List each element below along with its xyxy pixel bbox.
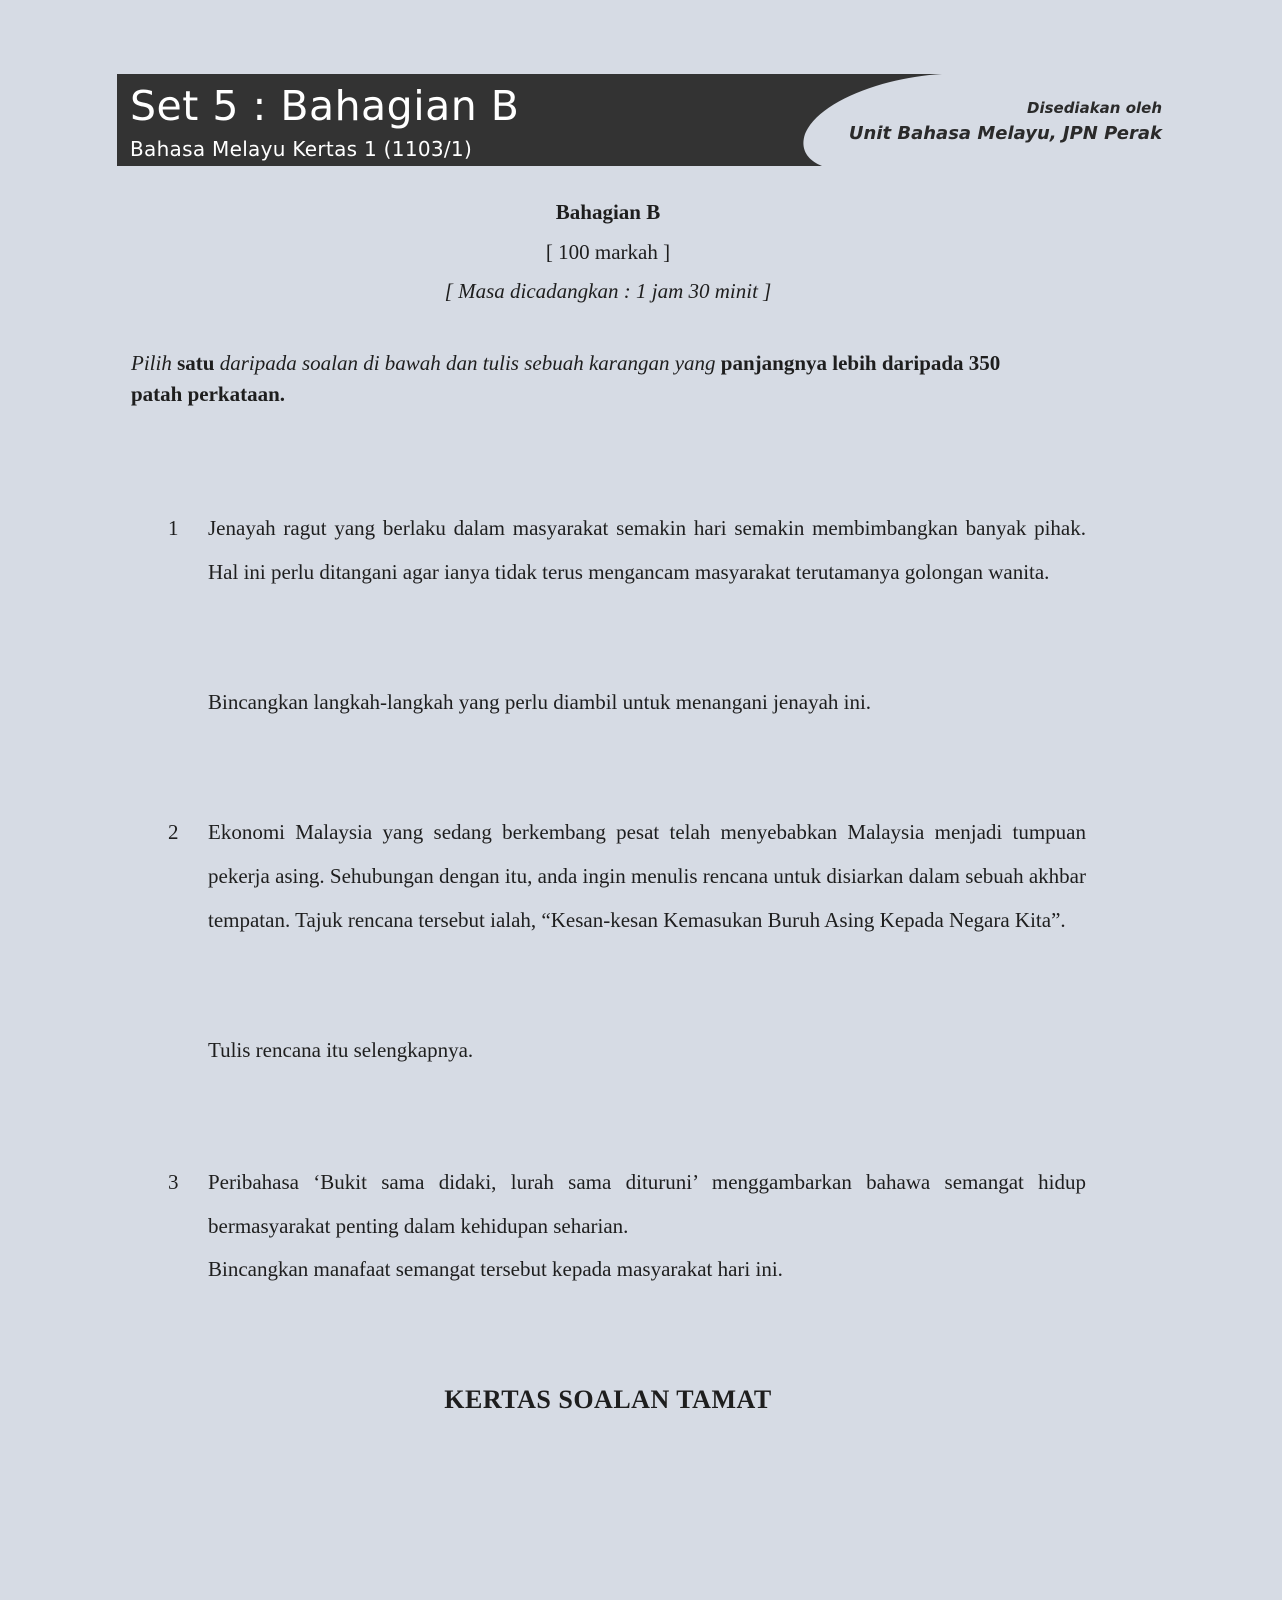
end-of-paper: KERTAS SOALAN TAMAT xyxy=(444,1385,772,1414)
question-task: Tulis rencana itu selengkapnya. xyxy=(208,1038,474,1062)
question-number: 3 xyxy=(168,1170,179,1194)
section-marks: [ 100 markah ] xyxy=(545,240,671,264)
question-task: Bincangkan langkah-langkah yang perlu diambil untuk menangani jenayah ini. xyxy=(208,690,872,714)
instruction-part4: panjangnya lebih daripada 350 patah perkataan. xyxy=(131,351,1001,406)
instruction-part1: Pilih xyxy=(131,351,172,375)
question-number: 1 xyxy=(168,516,179,540)
question-text: Peribahasa ‘Bukit sama didaki, lurah sama dituruni’ menggambarkan bahawa semangat hidup bermasyarakat penting dalam kehidupan seharian. xyxy=(208,1170,1086,1238)
header-banner xyxy=(117,74,942,166)
instruction xyxy=(131,348,1031,410)
banner-title: Set 5 : Bahagian B xyxy=(130,82,520,130)
prepared-by-label: Disediakan oleh xyxy=(1027,99,1162,117)
question-text: Ekonomi Malaysia yang sedang berkembang pesat telah menyebabkan Malaysia menjadi tumpuan pekerja asing. Sehubungan dengan itu, anda ingin menulis rencana untuk disiarkan dalam sebuah akhbar tempatan. Tajuk rencana tersebut ialah, “Kesan-kesan Kemasukan Buruh Asing Kepada Negara Kita”. xyxy=(208,820,1086,932)
instruction-part2: satu xyxy=(177,351,215,375)
prepared-by-unit: Unit Bahasa Melayu, JPN Perak xyxy=(848,123,1162,144)
question-number: 2 xyxy=(168,820,179,844)
instruction-part3: daripada soalan di bawah dan tulis sebuah karangan yang xyxy=(219,351,716,375)
section-time: [ Masa dicadangkan : 1 jam 30 minit ] xyxy=(444,279,772,303)
banner-subtitle: Bahasa Melayu Kertas 1 (1103/1) xyxy=(130,137,473,161)
question-task: Bincangkan manafaat semangat tersebut kepada masyarakat hari ini. xyxy=(208,1257,783,1281)
question-text: Jenayah ragut yang berlaku dalam masyarakat semakin hari semakin membimbangkan banyak pihak. Hal ini perlu ditangani agar ianya tidak terus mengancam masyarakat terutamanya golongan wanita. xyxy=(208,516,1086,584)
section-title: Bahagian B xyxy=(555,200,661,224)
